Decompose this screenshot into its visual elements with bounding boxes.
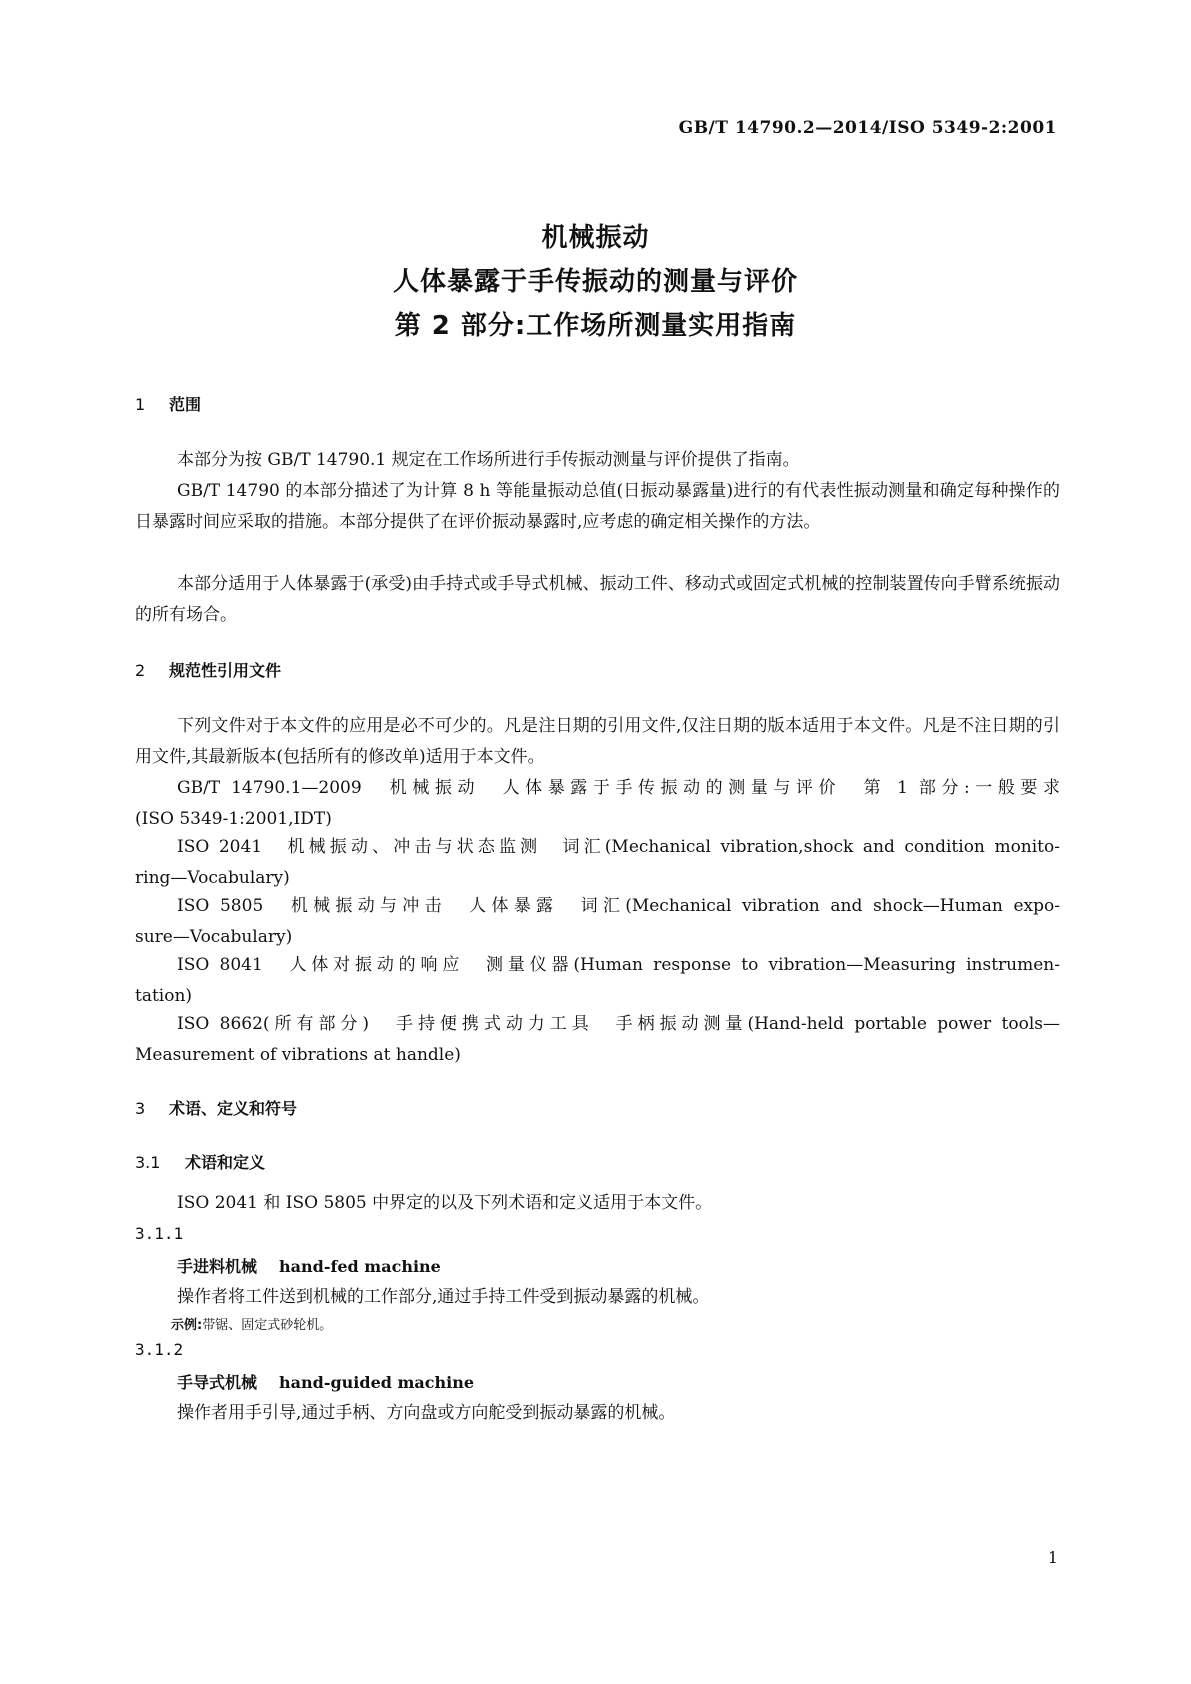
section-title: 术语、定义和符号 (169, 1099, 298, 1118)
term-number: 3.1.2 (135, 1340, 184, 1359)
reference-line: GB/T 14790.1—2009 机械振动 人体暴露于手传振动的测量与评价 第 1 部分:一般要求 (177, 778, 1060, 798)
term-example (171, 1314, 332, 1333)
section-title: 规范性引用文件 (169, 661, 282, 680)
section-number: 2 (135, 661, 146, 680)
reference-line: ISO 8041 人体对振动的响应 测量仪器(Human response to vibration—Measuring instrumen- (177, 955, 1060, 975)
section-number: 1 (135, 395, 146, 414)
example-label: 示例: (171, 1318, 203, 1333)
section-title: 范围 (169, 395, 202, 414)
title-line-1: 机械振动 (541, 223, 650, 253)
section-3-heading (135, 1096, 297, 1119)
section-2-heading (135, 658, 281, 681)
term-number: 3.1.1 (135, 1224, 184, 1243)
section-1-heading (135, 392, 201, 415)
normative-reference (135, 950, 1060, 1012)
normative-reference (135, 891, 1060, 953)
section-2-intro: 下列文件对于本文件的应用是必不可少的。凡是注日期的引用文件,仅注日期的版本适用于本文件。凡是不注日期的引用文件,其最新版本(包括所有的修改单)适用于本文件。 (135, 716, 1060, 767)
title-line-2: 人体暴露于手传振动的测量与评价 (392, 267, 798, 297)
example-text: 带锯、固定式砂轮机。 (202, 1318, 333, 1333)
reference-line: ISO 5805 机械振动与冲击 人体暴露 词汇(Mechanical vibration and shock—Human expo- (177, 896, 1060, 916)
term-en: hand-guided machine (279, 1373, 475, 1392)
document-title (0, 216, 1191, 348)
subsection-title: 术语和定义 (185, 1153, 266, 1172)
reference-line: sure—Vocabulary) (135, 927, 293, 947)
term-zh: 手导式机械 (177, 1373, 258, 1392)
subsection-3-1-intro: ISO 2041 和 ISO 5805 中界定的以及下列术语和定义适用于本文件。 (177, 1193, 713, 1213)
term-definition: 操作者用手引导,通过手柄、方向盘或方向舵受到振动暴露的机械。 (177, 1403, 676, 1423)
normative-reference (135, 773, 1060, 835)
term-heading (177, 1370, 474, 1393)
reference-line: ISO 8662(所有部分) 手持便携式动力工具 手柄振动测量(Hand-held portable power tools— (177, 1014, 1060, 1034)
normative-reference (135, 832, 1060, 894)
section-1-paragraph: 本部分适用于人体暴露于(承受)由手持式或手导式机械、振动工件、移动式或固定式机械的控制装置传向手臂系统振动的所有场合。 (135, 574, 1060, 625)
reference-line: ISO 2041 机械振动、冲击与状态监测 词汇(Mechanical vibration,shock and condition monito- (177, 837, 1060, 857)
reference-line: (ISO 5349-1:2001,IDT) (135, 809, 332, 829)
normative-reference (135, 1009, 1060, 1071)
page-number: 1 (1047, 1548, 1058, 1567)
term-en: hand-fed machine (279, 1257, 441, 1276)
section-1-paragraph: GB/T 14790 的本部分描述了为计算 8 h 等能量振动总值(日振动暴露量)进行的有代表性振动测量和确定每种操作的日暴露时间应采取的措施。本部分提供了在评价振动暴露时,应考虑的确定相关操作的方法。 (135, 481, 1060, 532)
reference-line: Measurement of vibrations at handle) (135, 1045, 461, 1065)
term-heading (177, 1254, 441, 1277)
section-number: 3 (135, 1099, 146, 1118)
subsection-3-1-heading (135, 1150, 265, 1173)
standard-code: GB/T 14790.2—2014/ISO 5349-2:2001 (678, 118, 1057, 138)
reference-line: tation) (135, 986, 193, 1006)
section-1-paragraph: 本部分为按 GB/T 14790.1 规定在工作场所进行手传振动测量与评价提供了指南。 (177, 450, 800, 470)
subsection-number: 3.1 (135, 1153, 161, 1172)
title-line-3: 第 2 部分:工作场所测量实用指南 (394, 311, 797, 341)
reference-line: ring—Vocabulary) (135, 868, 290, 888)
term-definition: 操作者将工件送到机械的工作部分,通过手持工件受到振动暴露的机械。 (177, 1287, 710, 1307)
term-zh: 手进料机械 (177, 1257, 258, 1276)
